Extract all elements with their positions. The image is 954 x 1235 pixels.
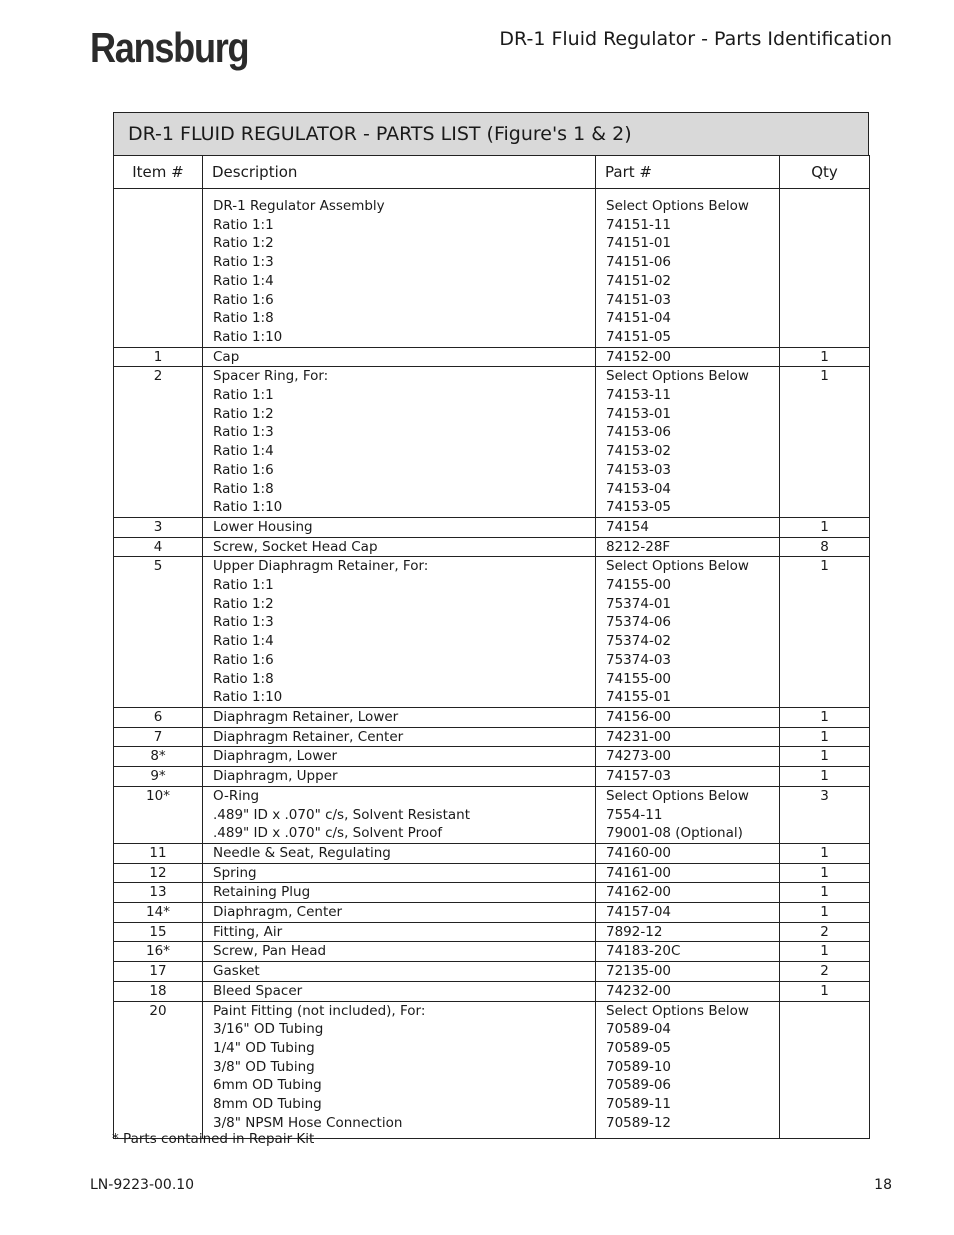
part-number-cell-line: Select Options Below bbox=[606, 787, 749, 804]
part-number-cell-line: 70589-11 bbox=[606, 1096, 671, 1113]
part-number-cell bbox=[596, 727, 780, 747]
part-number-cell-line: 75374-02 bbox=[606, 633, 671, 650]
description-cell-line: 1/4" OD Tubing bbox=[213, 1039, 315, 1056]
part-number-cell-line: Select Options Below bbox=[606, 198, 749, 214]
description-cell-line: DR-1 Regulator Assembly bbox=[213, 198, 385, 214]
qty-cell-line: 1 bbox=[820, 904, 829, 921]
item-cell-line: 18 bbox=[149, 982, 167, 999]
description-cell-line: Ratio 1:6 bbox=[213, 651, 274, 668]
item-cell bbox=[114, 903, 203, 923]
qty-cell-line: 1 bbox=[820, 728, 829, 745]
part-number-cell-line: 74151-03 bbox=[606, 291, 671, 308]
part-number-cell-line: 70589-12 bbox=[606, 1114, 671, 1131]
item-cell bbox=[114, 786, 203, 843]
part-number-cell-line: 74153-05 bbox=[606, 499, 671, 516]
item-cell-line: 9* bbox=[150, 768, 166, 785]
item-cell bbox=[114, 1001, 203, 1139]
qty-cell-line: 1 bbox=[820, 748, 829, 765]
qty-cell-line: 1 bbox=[820, 368, 829, 385]
ransburg-logo: Ransburg bbox=[90, 24, 249, 71]
item-cell bbox=[114, 843, 203, 863]
description-cell-line: Ratio 1:4 bbox=[213, 443, 274, 460]
description-cell-line: Diaphragm, Upper bbox=[213, 768, 338, 785]
description-cell bbox=[203, 767, 596, 787]
part-number-cell bbox=[596, 707, 780, 727]
part-number-cell bbox=[596, 922, 780, 942]
item-cell bbox=[114, 767, 203, 787]
description-cell-line: Fitting, Air bbox=[213, 923, 283, 940]
qty-cell bbox=[780, 863, 870, 883]
description-cell-line: Screw, Pan Head bbox=[213, 943, 327, 960]
column-header-qty: Qty bbox=[780, 156, 870, 189]
description-cell-line: Diaphragm Retainer, Lower bbox=[213, 708, 399, 725]
description-cell bbox=[203, 747, 596, 767]
part-number-cell-line: Select Options Below bbox=[606, 558, 749, 575]
part-number-cell-line: Select Options Below bbox=[606, 1002, 749, 1019]
qty-cell bbox=[780, 707, 870, 727]
table-row bbox=[114, 347, 870, 367]
parts-list-table-container bbox=[113, 112, 869, 1139]
description-cell bbox=[203, 557, 596, 708]
table-row bbox=[114, 942, 870, 962]
page-number: 18 bbox=[874, 1177, 892, 1193]
part-number-cell-line: 70589-04 bbox=[606, 1021, 671, 1038]
part-number-cell-line: 74232-00 bbox=[606, 982, 671, 999]
description-cell bbox=[203, 922, 596, 942]
description-cell-line: 8mm OD Tubing bbox=[213, 1096, 322, 1113]
part-number-cell-line: 74183-20C bbox=[606, 943, 681, 960]
qty-cell-line: 1 bbox=[820, 708, 829, 725]
part-number-cell bbox=[596, 962, 780, 982]
description-cell-line: Gasket bbox=[213, 963, 260, 980]
qty-cell-line: 1 bbox=[820, 982, 829, 999]
part-number-cell-line: 70589-05 bbox=[606, 1039, 671, 1056]
table-row bbox=[114, 922, 870, 942]
qty-cell bbox=[780, 1001, 870, 1139]
item-cell bbox=[114, 922, 203, 942]
description-cell-line: Lower Housing bbox=[213, 518, 313, 535]
part-number-cell-line: Select Options Below bbox=[606, 368, 749, 385]
part-number-cell-line: 7554-11 bbox=[606, 806, 663, 823]
description-cell-line: Ratio 1:8 bbox=[213, 480, 274, 497]
qty-cell bbox=[780, 942, 870, 962]
table-row bbox=[114, 962, 870, 982]
description-cell-line: Screw, Socket Head Cap bbox=[213, 538, 378, 555]
description-cell bbox=[203, 189, 596, 348]
part-number-cell-line: 74153-06 bbox=[606, 424, 671, 441]
item-cell bbox=[114, 367, 203, 518]
table-row bbox=[114, 883, 870, 903]
table-row bbox=[114, 767, 870, 787]
item-cell bbox=[114, 347, 203, 367]
description-cell bbox=[203, 981, 596, 1001]
description-cell-line: Diaphragm, Center bbox=[213, 904, 343, 921]
qty-cell bbox=[780, 903, 870, 923]
qty-cell bbox=[780, 557, 870, 708]
qty-cell bbox=[780, 843, 870, 863]
part-number-cell-line: 79001-08 (Optional) bbox=[606, 825, 743, 842]
item-cell-line: 2 bbox=[153, 368, 163, 385]
table-row bbox=[114, 189, 870, 348]
qty-cell-line: 1 bbox=[820, 768, 829, 785]
description-cell-line: 3/8" NPSM Hose Connection bbox=[213, 1114, 403, 1131]
qty-cell bbox=[780, 767, 870, 787]
qty-cell bbox=[780, 962, 870, 982]
item-cell bbox=[114, 981, 203, 1001]
qty-cell bbox=[780, 922, 870, 942]
part-number-cell bbox=[596, 786, 780, 843]
item-cell-line: 14* bbox=[146, 904, 170, 921]
description-cell-line: Ratio 1:4 bbox=[213, 633, 274, 650]
part-number-cell-line: 74162-00 bbox=[606, 884, 671, 901]
description-cell-line: 3/16" OD Tubing bbox=[213, 1021, 324, 1038]
qty-cell bbox=[780, 189, 870, 348]
table-header-row bbox=[114, 156, 870, 189]
part-number-cell bbox=[596, 942, 780, 962]
description-cell-line: Ratio 1:2 bbox=[213, 595, 274, 612]
description-cell-line: Ratio 1:3 bbox=[213, 614, 274, 631]
part-number-cell-line: 75374-06 bbox=[606, 614, 671, 631]
item-cell bbox=[114, 727, 203, 747]
description-cell-line: Ratio 1:1 bbox=[213, 577, 274, 594]
item-cell-line: 10* bbox=[146, 787, 170, 804]
part-number-cell bbox=[596, 367, 780, 518]
qty-cell bbox=[780, 727, 870, 747]
part-number-cell bbox=[596, 347, 780, 367]
description-cell-line: Needle & Seat, Regulating bbox=[213, 844, 391, 861]
parts-list-title: DR-1 FLUID REGULATOR - PARTS LIST (Figure's 1 & 2) bbox=[113, 112, 869, 155]
item-cell bbox=[114, 883, 203, 903]
parts-list-table bbox=[113, 155, 870, 1139]
description-cell-line: Ratio 1:1 bbox=[213, 216, 274, 233]
qty-cell bbox=[780, 517, 870, 537]
description-cell-line: Spring bbox=[213, 864, 257, 881]
item-cell-line: 13 bbox=[149, 884, 167, 901]
part-number-cell-line: 74151-01 bbox=[606, 235, 671, 252]
part-number-cell-line: 74153-04 bbox=[606, 480, 671, 497]
description-cell-line: 3/8" OD Tubing bbox=[213, 1058, 315, 1075]
table-row bbox=[114, 1001, 870, 1139]
part-number-cell bbox=[596, 843, 780, 863]
part-number-cell-line: 74153-01 bbox=[606, 405, 671, 422]
table-row bbox=[114, 981, 870, 1001]
table-row bbox=[114, 747, 870, 767]
part-number-cell-line: 70589-06 bbox=[606, 1077, 671, 1094]
part-number-cell-line: 74152-00 bbox=[606, 348, 671, 365]
description-cell-line: Ratio 1:3 bbox=[213, 254, 274, 271]
item-cell-line: 20 bbox=[149, 1002, 167, 1019]
description-cell bbox=[203, 903, 596, 923]
item-cell-line: 17 bbox=[149, 963, 167, 980]
column-header-part: Part # bbox=[596, 156, 780, 189]
document-number: LN-9223-00.10 bbox=[90, 1177, 195, 1193]
description-cell-line: Ratio 1:6 bbox=[213, 461, 274, 478]
part-number-cell-line: 74156-00 bbox=[606, 708, 671, 725]
qty-cell bbox=[780, 981, 870, 1001]
item-cell bbox=[114, 537, 203, 557]
description-cell bbox=[203, 537, 596, 557]
part-number-cell-line: 74153-11 bbox=[606, 387, 671, 404]
qty-cell-line: 1 bbox=[820, 518, 829, 535]
part-number-cell-line: 70589-10 bbox=[606, 1058, 671, 1075]
part-number-cell-line: 8212-28F bbox=[606, 538, 671, 555]
column-header-description: Description bbox=[203, 156, 596, 189]
part-number-cell bbox=[596, 747, 780, 767]
qty-cell bbox=[780, 747, 870, 767]
item-cell bbox=[114, 747, 203, 767]
description-cell bbox=[203, 843, 596, 863]
column-header-item: Item # bbox=[114, 156, 203, 189]
description-cell bbox=[203, 347, 596, 367]
description-cell bbox=[203, 517, 596, 537]
part-number-cell-line: 7892-12 bbox=[606, 923, 663, 940]
description-cell-line: Ratio 1:8 bbox=[213, 310, 274, 327]
part-number-cell bbox=[596, 883, 780, 903]
description-cell bbox=[203, 863, 596, 883]
item-cell bbox=[114, 517, 203, 537]
part-number-cell bbox=[596, 981, 780, 1001]
item-cell-line: 12 bbox=[149, 864, 167, 881]
description-cell-line: Spacer Ring, For: bbox=[213, 368, 329, 385]
description-cell-line: Ratio 1:10 bbox=[213, 328, 283, 345]
description-cell-line: Cap bbox=[213, 348, 240, 365]
part-number-cell bbox=[596, 863, 780, 883]
part-number-cell-line: 74155-00 bbox=[606, 577, 671, 594]
part-number-cell-line: 74155-01 bbox=[606, 689, 671, 706]
item-cell bbox=[114, 962, 203, 982]
table-row bbox=[114, 727, 870, 747]
description-cell-line: .489" ID x .070" c/s, Solvent Resistant bbox=[213, 806, 470, 823]
description-cell-line: Ratio 1:8 bbox=[213, 670, 274, 687]
item-cell-line: 4 bbox=[153, 538, 163, 555]
description-cell-line: Bleed Spacer bbox=[213, 982, 303, 999]
table-row bbox=[114, 863, 870, 883]
qty-cell bbox=[780, 537, 870, 557]
description-cell-line: .489" ID x .070" c/s, Solvent Proof bbox=[213, 825, 443, 842]
repair-kit-footnote: * Parts contained in Repair Kit bbox=[112, 1131, 315, 1147]
description-cell-line: 6mm OD Tubing bbox=[213, 1077, 322, 1094]
qty-cell-line: 1 bbox=[820, 844, 829, 861]
description-cell-line: Diaphragm, Lower bbox=[213, 748, 338, 765]
part-number-cell-line: 74151-04 bbox=[606, 310, 671, 327]
table-row bbox=[114, 843, 870, 863]
description-cell-line: Retaining Plug bbox=[213, 884, 311, 901]
qty-cell bbox=[780, 347, 870, 367]
description-cell-line: Ratio 1:1 bbox=[213, 387, 274, 404]
part-number-cell bbox=[596, 903, 780, 923]
description-cell bbox=[203, 942, 596, 962]
qty-cell bbox=[780, 786, 870, 843]
part-number-cell-line: 74161-00 bbox=[606, 864, 671, 881]
part-number-cell-line: 72135-00 bbox=[606, 963, 671, 980]
item-cell-line: 11 bbox=[149, 844, 167, 861]
qty-cell-line: 2 bbox=[820, 963, 829, 980]
item-cell bbox=[114, 863, 203, 883]
table-row bbox=[114, 707, 870, 727]
item-cell-line: 7 bbox=[153, 728, 163, 745]
description-cell-line: Ratio 1:6 bbox=[213, 291, 274, 308]
part-number-cell-line: 74157-04 bbox=[606, 904, 671, 921]
table-row bbox=[114, 517, 870, 537]
description-cell-line: Diaphragm Retainer, Center bbox=[213, 728, 404, 745]
description-cell bbox=[203, 962, 596, 982]
item-cell-line: 15 bbox=[149, 923, 167, 940]
part-number-cell-line: 74273-00 bbox=[606, 748, 671, 765]
description-cell bbox=[203, 707, 596, 727]
item-cell-line: 8* bbox=[150, 748, 166, 765]
description-cell-line: Ratio 1:3 bbox=[213, 424, 274, 441]
part-number-cell bbox=[596, 767, 780, 787]
qty-cell bbox=[780, 367, 870, 518]
item-cell bbox=[114, 189, 203, 348]
table-row bbox=[114, 367, 870, 518]
qty-cell-line: 8 bbox=[820, 538, 829, 555]
parts-table-body bbox=[114, 189, 870, 1139]
qty-cell bbox=[780, 883, 870, 903]
part-number-cell-line: 74155-00 bbox=[606, 670, 671, 687]
part-number-cell-line: 74157-03 bbox=[606, 768, 671, 785]
qty-cell-line: 1 bbox=[820, 884, 829, 901]
description-cell bbox=[203, 367, 596, 518]
description-cell bbox=[203, 1001, 596, 1139]
part-number-cell-line: 74151-05 bbox=[606, 328, 671, 345]
item-cell bbox=[114, 557, 203, 708]
part-number-cell-line: 74151-06 bbox=[606, 254, 671, 271]
part-number-cell-line: 74154 bbox=[606, 518, 649, 535]
part-number-cell-line: 74153-02 bbox=[606, 443, 671, 460]
description-cell-line: Ratio 1:10 bbox=[213, 499, 283, 516]
item-cell-line: 16* bbox=[146, 943, 170, 960]
item-cell-line: 1 bbox=[153, 348, 163, 365]
qty-cell-line: 3 bbox=[820, 787, 829, 804]
part-number-cell-line: 74151-11 bbox=[606, 216, 671, 233]
table-row bbox=[114, 903, 870, 923]
description-cell-line: Paint Fitting (not included), For: bbox=[213, 1002, 426, 1019]
part-number-cell bbox=[596, 557, 780, 708]
table-row bbox=[114, 557, 870, 708]
description-cell-line: Ratio 1:2 bbox=[213, 405, 274, 422]
description-cell-line: O-Ring bbox=[213, 787, 260, 804]
description-cell-line: Ratio 1:4 bbox=[213, 272, 274, 289]
part-number-cell bbox=[596, 1001, 780, 1139]
item-cell bbox=[114, 707, 203, 727]
description-cell-line: Ratio 1:2 bbox=[213, 235, 274, 252]
qty-cell-line: 1 bbox=[820, 864, 829, 881]
part-number-cell-line: 75374-01 bbox=[606, 595, 671, 612]
item-cell-line: 3 bbox=[153, 518, 163, 535]
description-cell bbox=[203, 727, 596, 747]
description-cell-line: Ratio 1:10 bbox=[213, 689, 283, 706]
part-number-cell-line: 74160-00 bbox=[606, 844, 671, 861]
qty-cell-line: 1 bbox=[820, 348, 829, 365]
qty-cell-line: 1 bbox=[820, 558, 829, 575]
part-number-cell bbox=[596, 517, 780, 537]
description-cell-line: Upper Diaphragm Retainer, For: bbox=[213, 558, 429, 575]
table-row bbox=[114, 786, 870, 843]
qty-cell-line: 2 bbox=[820, 923, 829, 940]
description-cell bbox=[203, 883, 596, 903]
qty-cell-line: 1 bbox=[820, 943, 829, 960]
description-cell bbox=[203, 786, 596, 843]
document-title: DR-1 Fluid Regulator - Parts Identification bbox=[499, 28, 892, 50]
part-number-cell-line: 74153-03 bbox=[606, 461, 671, 478]
part-number-cell-line: 74151-02 bbox=[606, 272, 671, 289]
part-number-cell bbox=[596, 537, 780, 557]
part-number-cell bbox=[596, 189, 780, 348]
item-cell-line: 5 bbox=[153, 558, 163, 575]
table-row bbox=[114, 537, 870, 557]
item-cell bbox=[114, 942, 203, 962]
item-cell-line: 6 bbox=[153, 708, 163, 725]
part-number-cell-line: 74231-00 bbox=[606, 728, 671, 745]
part-number-cell-line: 75374-03 bbox=[606, 651, 671, 668]
